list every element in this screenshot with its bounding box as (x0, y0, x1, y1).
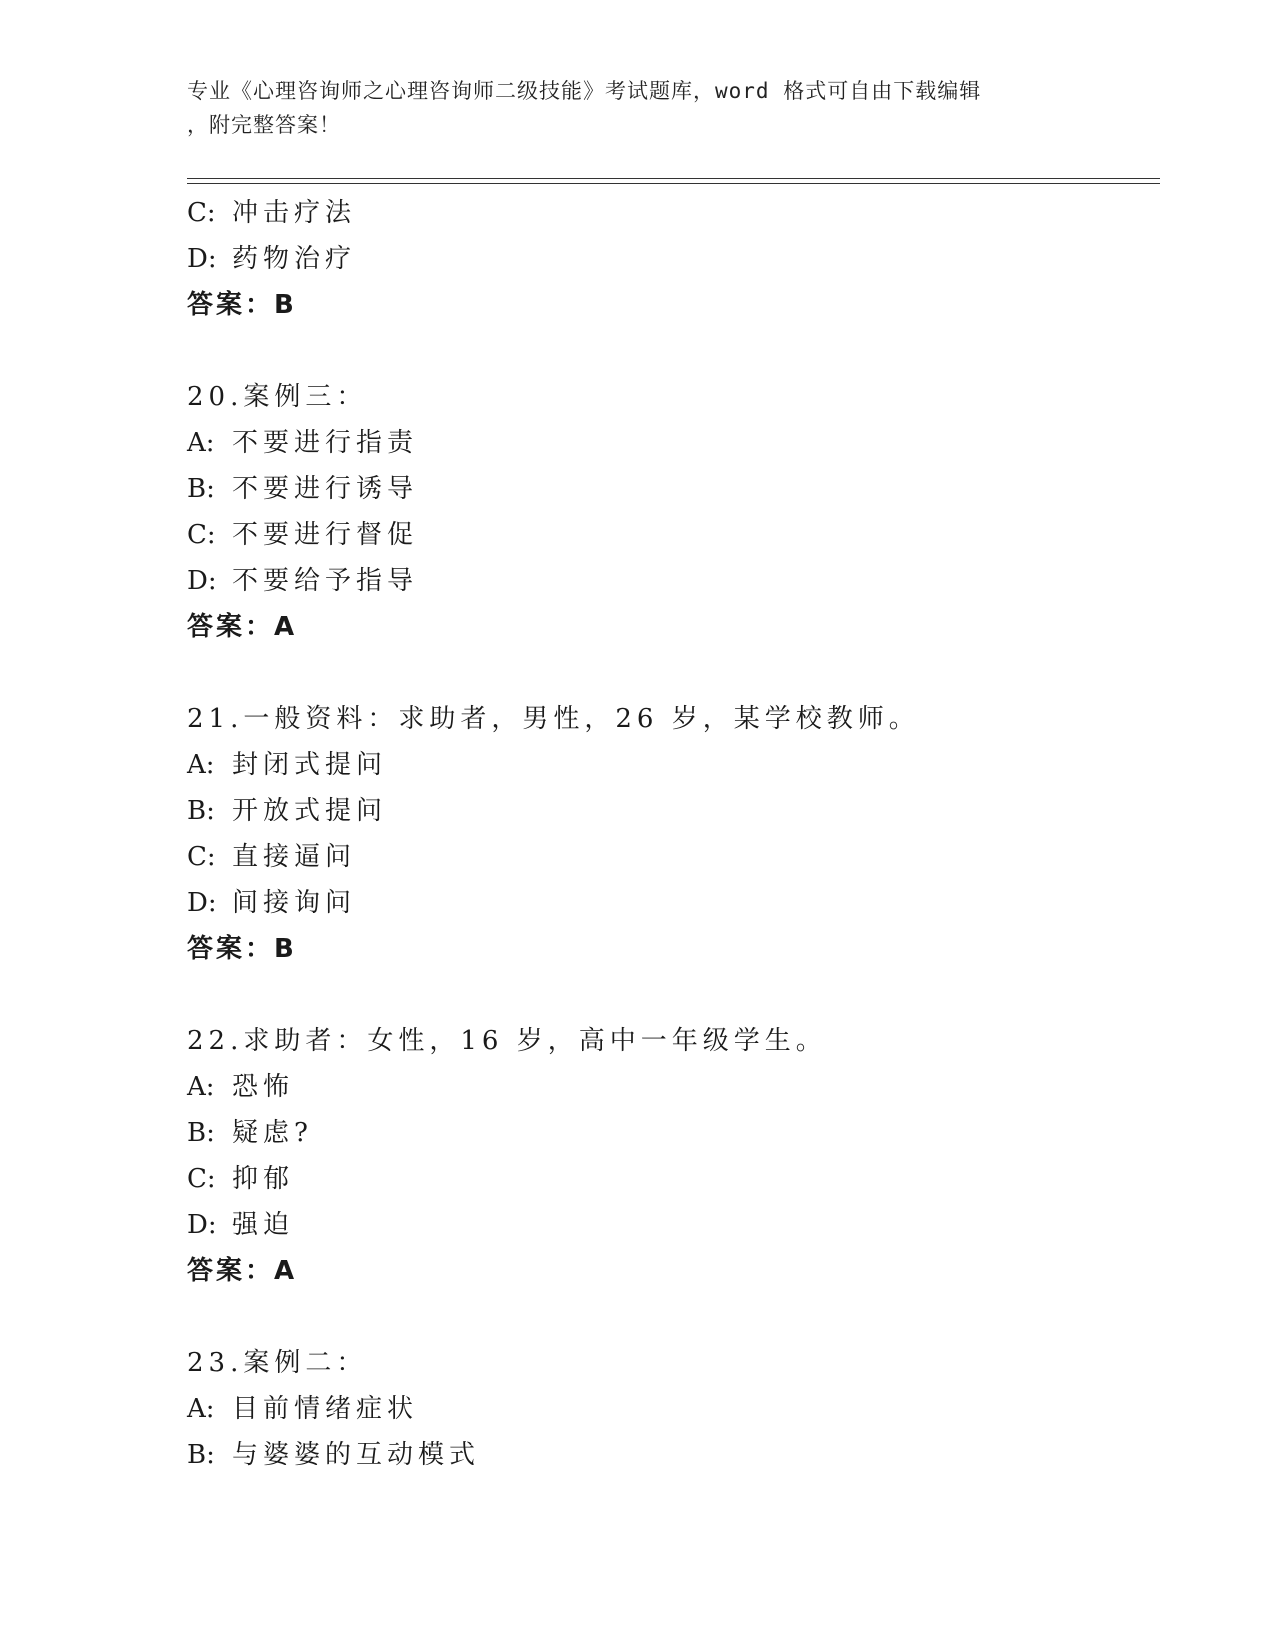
option-text: 疑虑? (232, 1118, 313, 1148)
option-text: 与婆婆的互动模式 (232, 1440, 481, 1470)
option-key: A: (187, 1394, 215, 1424)
option-text: 开放式提问 (232, 796, 388, 826)
question-stem: 22.求助者：女性，16 岁，高中一年级学生。 (187, 1026, 827, 1056)
option-d (187, 236, 1167, 282)
option-key: C: (187, 842, 216, 872)
option-d (187, 558, 1167, 604)
option-a (187, 1386, 1167, 1432)
answer-line: 答案：A (187, 1256, 298, 1286)
option-key: A: (187, 1072, 215, 1102)
option-text: 封闭式提问 (232, 750, 388, 780)
option-d (187, 880, 1167, 926)
option-key: B: (187, 1440, 215, 1470)
option-b (187, 1110, 1167, 1156)
document-header (187, 74, 1067, 142)
option-text: 恐怖 (232, 1072, 295, 1102)
option-b (187, 788, 1167, 834)
option-a (187, 742, 1167, 788)
option-text: 不要给予指导 (232, 566, 419, 596)
option-d (187, 1202, 1167, 1248)
option-key: D: (187, 566, 217, 596)
option-a (187, 1064, 1167, 1110)
option-c (187, 512, 1167, 558)
option-c (187, 834, 1167, 880)
question-stem: 21.一般资料：求助者，男性，26 岁，某学校教师。 (187, 704, 920, 734)
option-c (187, 1156, 1167, 1202)
option-key: A: (187, 750, 215, 780)
option-key: C: (187, 198, 216, 228)
option-key: A: (187, 428, 215, 458)
option-key: B: (187, 1118, 215, 1148)
header-line-2: ，附完整答案！ (187, 113, 341, 137)
option-key: D: (187, 244, 217, 274)
option-key: C: (187, 520, 216, 550)
option-text: 药物治疗 (232, 244, 357, 274)
option-key: C: (187, 1164, 216, 1194)
question-stem: 23.案例二： (187, 1348, 368, 1378)
option-key: B: (187, 796, 215, 826)
header-rule-bottom (187, 183, 1160, 184)
option-text: 不要进行诱导 (232, 474, 419, 504)
question-stem: 20.案例三： (187, 382, 368, 412)
option-key: D: (187, 888, 217, 918)
option-c (187, 190, 1167, 236)
option-text: 强迫 (232, 1210, 295, 1240)
header-rule-top (187, 178, 1160, 179)
option-text: 目前情绪症状 (232, 1394, 419, 1424)
option-text: 不要进行指责 (232, 428, 419, 458)
answer-line: 答案：B (187, 290, 297, 320)
answer-line: 答案：B (187, 934, 297, 964)
option-text: 直接逼问 (232, 842, 357, 872)
option-text: 抑郁 (232, 1164, 295, 1194)
header-line-1: 专业《心理咨询师之心理咨询师二级技能》考试题库，word 格式可自由下载编辑 (187, 79, 982, 103)
option-text: 冲击疗法 (232, 198, 357, 228)
option-b (187, 1432, 1167, 1478)
question-list (187, 190, 1167, 1478)
option-a (187, 420, 1167, 466)
option-key: D: (187, 1210, 217, 1240)
option-key: B: (187, 474, 215, 504)
option-text: 不要进行督促 (232, 520, 419, 550)
option-text: 间接询问 (232, 888, 357, 918)
option-b (187, 466, 1167, 512)
answer-line: 答案：A (187, 612, 298, 642)
